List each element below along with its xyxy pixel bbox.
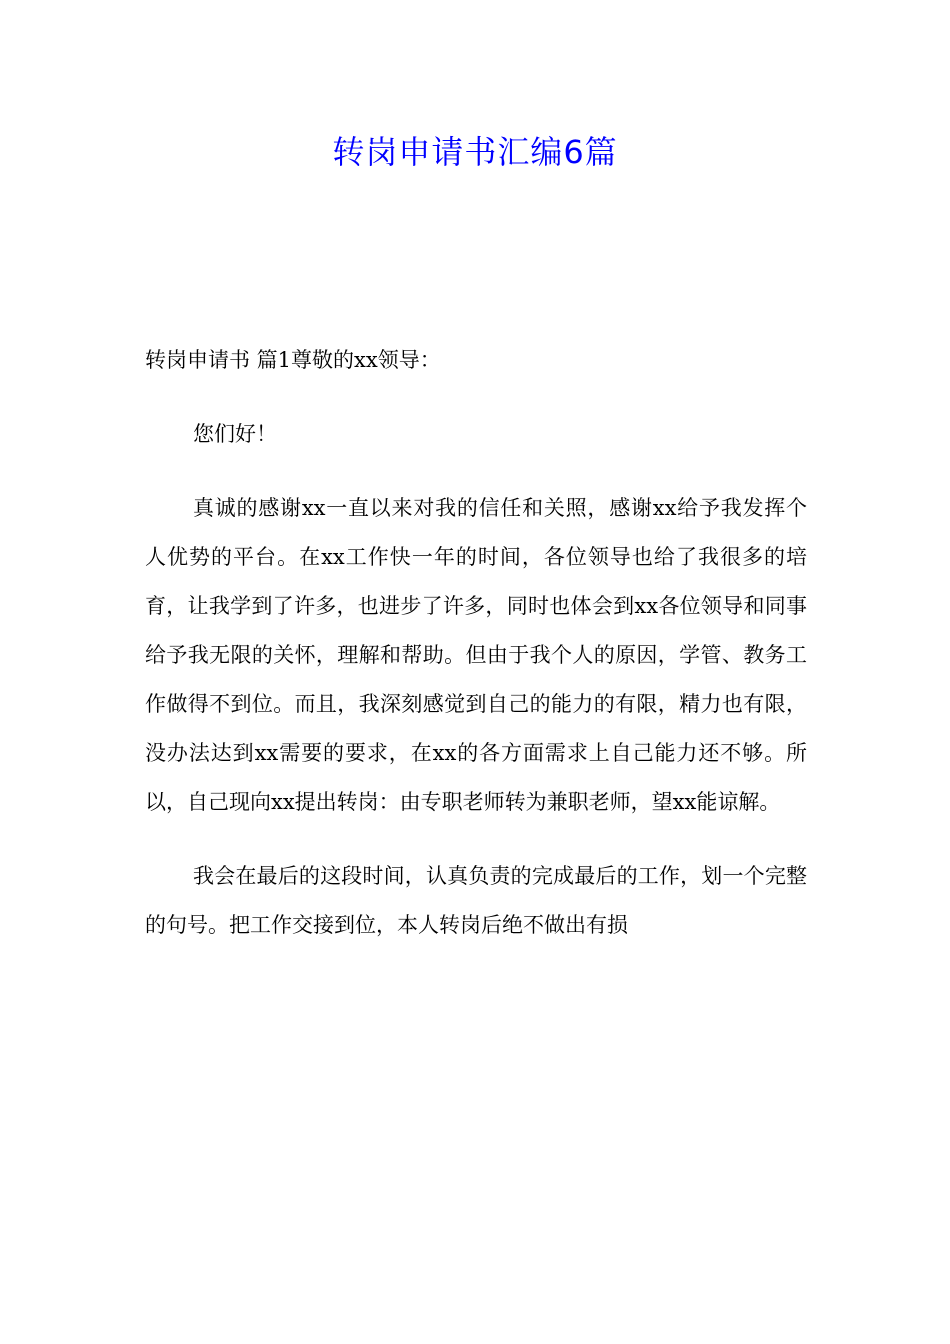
document-body [145,336,807,975]
document-title: 转岗申请书汇编6篇 [332,133,618,171]
body-paragraph: 真诚的感谢xx一直以来对我的信任和关照，感谢xx给予我发挥个人优势的平台。在xx工作快一年的时间，各位领导也给了我很多的培育，让我学到了许多，也进步了许多，同时也体会到xx各位领导和同事给予我无限的关怀，理解和帮助。但由于我个人的原因，学管、教务工作做得不到位。而且，我深刻感觉到自己的能力的有限，精力也有限，没办法达到xx需要的要求，在xx的各方面需求上自己能力还不够。所以，自己现向xx提出转岗：由专职老师转为兼职老师，望xx能谅解。 [145,496,807,814]
heading-line: 转岗申请书 篇1尊敬的xx领导： [145,348,441,372]
body-paragraph: 我会在最后的这段时间，认真负责的完成最后的工作，划一个完整的句号。把工作交接到位，本人转岗后绝不做出有损 [145,864,807,937]
greeting-paragraph: 您们好！ [193,422,277,446]
